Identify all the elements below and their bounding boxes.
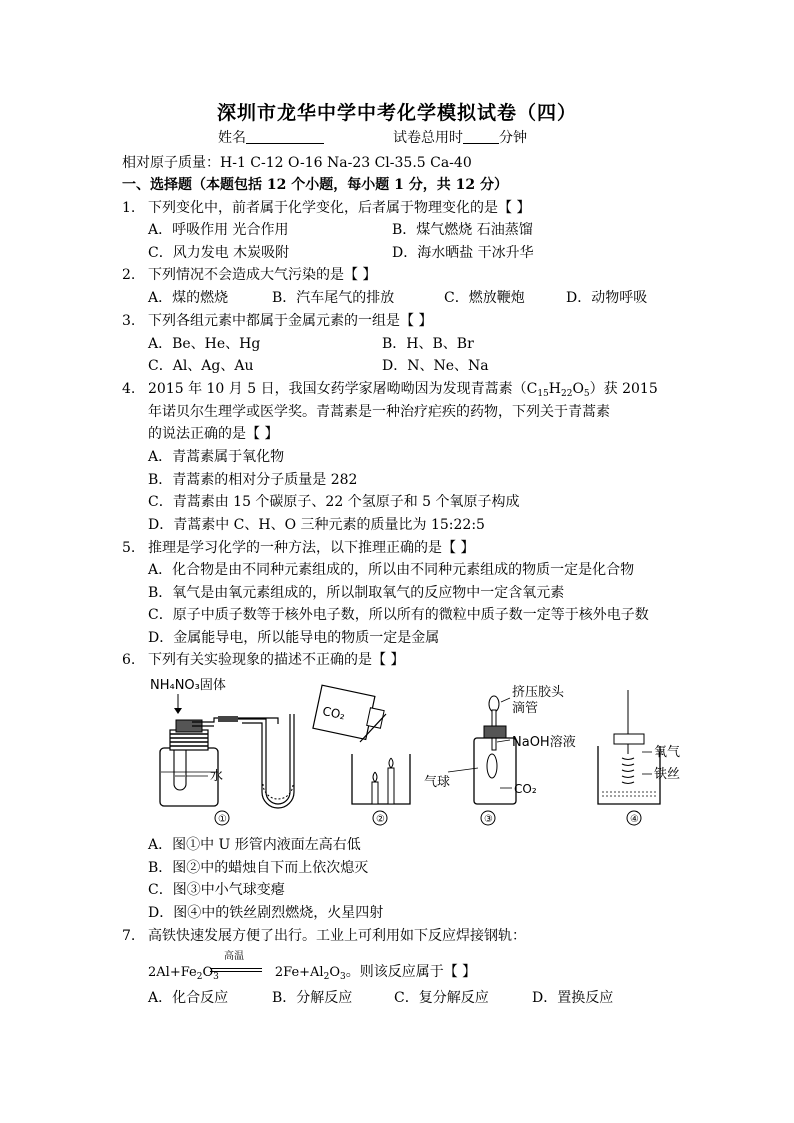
time-line xyxy=(393,128,527,148)
atomic-mass: 相对原子质量：H-1 C-12 O-16 Na-23 Cl-35.5 Ca-40 xyxy=(122,155,472,171)
q6-option-c[interactable]: C．图③中小气球变瘪 xyxy=(148,882,285,898)
q7-equation: $2Al+Fe_2O_3$ $2Fe+Al_2O_3$。则该反应属于【 】 xyxy=(148,964,477,982)
q7-option-a[interactable]: A．化合反应 xyxy=(148,990,229,1006)
q6-option-b[interactable]: B．图②中的蜡烛自下而上依次熄灭 xyxy=(148,860,369,876)
experiment-figures xyxy=(148,672,688,832)
q7-number: 7. xyxy=(122,928,136,944)
q6-option-d[interactable]: D．图④中的铁丝剧烈燃烧，火星四射 xyxy=(148,905,384,921)
q5-option-d[interactable]: D．金属能导电，所以能导电的物质一定是金属 xyxy=(148,630,440,646)
q7-stem: 高铁快速发展方便了出行。工业上可利用如下反应焊接钢轨： xyxy=(148,928,526,944)
q2-option-a[interactable]: A．煤的燃烧 xyxy=(148,290,229,306)
q2-number: 2. xyxy=(122,267,136,283)
q2-option-c[interactable]: C．燃放鞭炮 xyxy=(444,290,525,306)
fig1-reagent-label: NH₄NO₃固体 xyxy=(150,678,226,693)
time-label: 试卷总用时 xyxy=(393,130,463,146)
section-heading: 一、选择题（本题包括 12 个小题，每小题 1 分，共 12 分） xyxy=(122,177,508,193)
fig3-balloon-label: 气球 xyxy=(424,775,451,790)
q5-option-b[interactable]: B．氧气是由氧元素组成的，所以制取氧气的反应物中一定含氧元素 xyxy=(148,585,565,601)
q7-option-b[interactable]: B．分解反应 xyxy=(272,990,353,1006)
figure-3 xyxy=(424,684,576,825)
q4-stem-line2: 年诺贝尔生理学或医学奖。青蒿素是一种治疗疟疾的药物，下列关于青蒿素 xyxy=(148,404,610,420)
fig4-gas-label: 氧气 xyxy=(654,745,681,760)
fig3-dropper-label: 挤压胶头 xyxy=(512,685,565,700)
fig2-number: ② xyxy=(376,814,385,825)
q3-number: 3. xyxy=(122,313,136,329)
fig4-wire-label: 铁丝 xyxy=(654,767,681,782)
fig3-number: ③ xyxy=(484,814,493,825)
q2-option-d[interactable]: D．动物呼吸 xyxy=(566,290,648,306)
q5-number: 5. xyxy=(122,540,136,556)
q3-option-c[interactable]: C．Al、Ag、Au xyxy=(148,358,254,374)
q1-option-c[interactable]: C．风力发电 木炭吸附 xyxy=(148,245,290,261)
figure-4 xyxy=(598,690,680,825)
fig1-water-label: 水 xyxy=(210,769,224,784)
q6-stem: 下列有关实验现象的描述不正确的是【 】 xyxy=(148,652,405,668)
q3-option-a[interactable]: A．Be、He、Hg xyxy=(148,336,261,352)
fig3-dropper-label-2: 滴管 xyxy=(512,701,539,716)
q2-option-b[interactable]: B．汽车尾气的排放 xyxy=(272,290,395,306)
reaction-condition: 高温 xyxy=(224,951,244,962)
fig4-number: ④ xyxy=(630,814,639,825)
q7-option-d[interactable]: D．置换反应 xyxy=(532,990,614,1006)
q5-option-c[interactable]: C．原子中质子数等于核外电子数，所以所有的微粒中质子数一定等于核外电子数 xyxy=(148,607,649,623)
figure-2 xyxy=(313,685,410,825)
q5-stem: 推理是学习化学的一种方法，以下推理正确的是【 】 xyxy=(148,540,475,556)
fig3-gas-label: CO₂ xyxy=(514,782,537,796)
q7-option-c[interactable]: C．复分解反应 xyxy=(394,990,489,1006)
q1-option-b[interactable]: B．煤气燃烧 石油蒸馏 xyxy=(392,222,533,238)
q4-option-c[interactable]: C．青蒿素由 15 个碳原子、22 个氢原子和 5 个氧原子构成 xyxy=(148,494,520,510)
time-blank[interactable] xyxy=(463,129,499,144)
figure-1 xyxy=(150,677,294,825)
q4-stem-line1: 2015 年 10 月 5 日，我国女药学家屠呦呦因为发现青蒿素$(C_{15}H_{22}O_5)$获 2015 xyxy=(148,381,658,399)
q3-option-b[interactable]: B．H、B、Br xyxy=(382,336,474,352)
q6-option-a[interactable]: A．图①中 U 形管内液面左高右低 xyxy=(148,837,361,853)
q4-number: 4. xyxy=(122,381,136,397)
q4-option-d[interactable]: D．青蒿素中 C、H、O 三种元素的质量比为 15:22:5 xyxy=(148,517,485,533)
q4-option-a[interactable]: A．青蒿素属于氧化物 xyxy=(148,449,285,465)
q4-option-b[interactable]: B．青蒿素的相对分子质量是 282 xyxy=(148,472,358,488)
q3-stem: 下列各组元素中都属于金属元素的一组是【 】 xyxy=(148,313,433,329)
q6-number: 6. xyxy=(122,652,136,668)
name-label: 姓名 xyxy=(218,130,246,146)
fig3-naoh-label: NaOH溶液 xyxy=(512,735,576,750)
q5-option-a[interactable]: A．化合物是由不同种元素组成的，所以由不同种元素组成的物质一定是化合物 xyxy=(148,562,635,578)
q1-number: 1. xyxy=(122,200,136,216)
fig2-gas-label: CO₂ xyxy=(321,704,347,723)
q1-option-a[interactable]: A．呼吸作用 光合作用 xyxy=(148,222,289,238)
q4-stem-line3: 的说法正确的是【 】 xyxy=(148,426,279,442)
reaction-equals-sign xyxy=(210,968,262,972)
q1-stem: 下列变化中，前者属于化学变化，后者属于物理变化的是【 】 xyxy=(148,200,531,216)
q3-option-d[interactable]: D．N、Ne、Na xyxy=(382,358,489,374)
q2-stem: 下列情况不会造成大气污染的是【 】 xyxy=(148,267,377,283)
q1-option-d[interactable]: D．海水晒盐 干冰升华 xyxy=(392,245,534,261)
fig1-number: ① xyxy=(218,814,227,825)
name-blank[interactable] xyxy=(246,129,324,144)
time-unit: 分钟 xyxy=(499,130,527,146)
exam-title: 深圳市龙华中学中考化学模拟试卷（四） xyxy=(216,102,577,124)
name-line xyxy=(218,128,324,148)
